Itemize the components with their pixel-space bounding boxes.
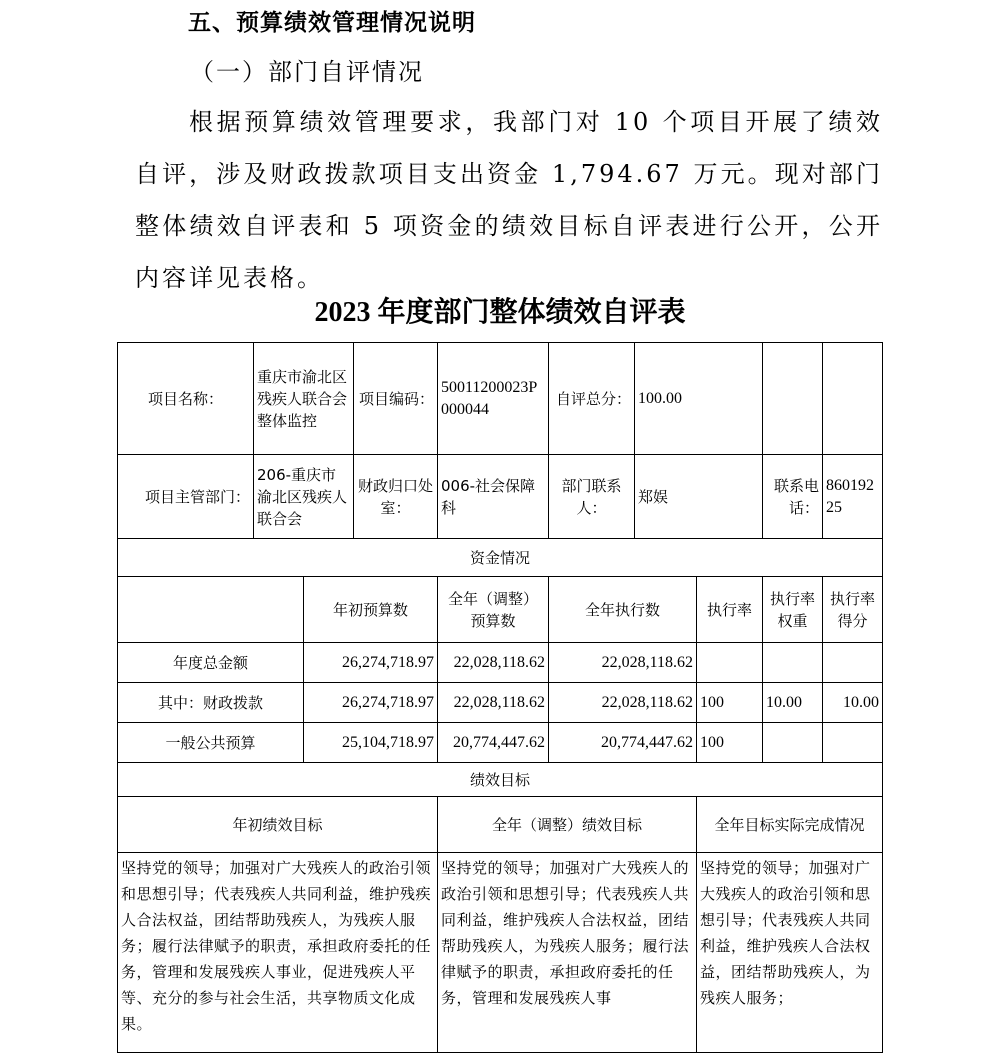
phone-value: 86019225 xyxy=(823,455,883,539)
funds-row-rate xyxy=(697,643,763,683)
funds-header-score: 执行率得分 xyxy=(823,577,883,643)
funds-row-executed: 22,028,118.62 xyxy=(549,683,697,723)
funds-row-label: 年度总金额 xyxy=(118,643,304,683)
funds-row-initial: 26,274,718.97 xyxy=(304,643,438,683)
phone-label: 联系电话： xyxy=(763,455,823,539)
subsection-heading: （一）部门自评情况 xyxy=(190,58,424,86)
goals-header-actual: 全年目标实际完成情况 xyxy=(697,797,883,853)
score-label: 自评总分： xyxy=(549,343,635,455)
section-heading: 五、预算绩效管理情况说明 xyxy=(188,10,476,36)
self-evaluation-table xyxy=(117,342,883,1053)
project-name-value: 重庆市渝北区残疾人联合会整体监控 xyxy=(254,343,354,455)
funds-row-executed: 20,774,447.62 xyxy=(549,723,697,763)
funds-row-weight xyxy=(763,643,823,683)
goals-header-adjusted: 全年（调整）绩效目标 xyxy=(438,797,697,853)
funds-row-adjusted: 22,028,118.62 xyxy=(438,643,549,683)
funds-header-weight: 执行率权重 xyxy=(763,577,823,643)
funds-row-score xyxy=(823,723,883,763)
empty-cell xyxy=(763,343,823,455)
goals-section-header: 绩效目标 xyxy=(118,763,883,797)
project-code-value: 50011200023P000044 xyxy=(438,343,549,455)
funds-row-adjusted: 22,028,118.62 xyxy=(438,683,549,723)
contact-value: 郑娱 xyxy=(635,455,763,539)
funds-row-initial: 26,274,718.97 xyxy=(304,683,438,723)
empty-cell xyxy=(823,343,883,455)
intro-paragraph: 根据预算绩效管理要求，我部门对 10 个项目开展了绩效自评，涉及财政拨款项目支出资金 1,794.67 万元。现对部门整体绩效自评表和 5 项资金的绩效目标自评表进行公开，公开内容详见表格。 xyxy=(135,108,883,292)
funds-row-score xyxy=(823,643,883,683)
actual-completion-text: 坚持党的领导；加强对广大残疾人的政治引领和思想引导；代表残疾人共同利益，维护残疾人合法权益，团结帮助残疾人，为残疾人服务； xyxy=(697,853,883,1053)
office-value: 006-社会保障科 xyxy=(438,455,549,539)
initial-goal-text: 坚持党的领导；加强对广大残疾人的政治引领和思想引导；代表残疾人共同利益，维护残疾人合法权益，团结帮助残疾人，为残疾人服务；履行法律赋予的职责，承担政府委托的任务，管理和发展残疾人事业，促进残疾人平等、充分的参与社会生活，共享物质文化成果。 xyxy=(118,853,438,1053)
funds-row-label: 一般公共预算 xyxy=(118,723,304,763)
funds-row-rate: 100 xyxy=(697,723,763,763)
dept-label: 项目主管部门： xyxy=(118,455,254,539)
funds-row-rate: 100 xyxy=(697,683,763,723)
table-row xyxy=(118,683,883,723)
score-value: 100.00 xyxy=(635,343,763,455)
funds-header-rate: 执行率 xyxy=(697,577,763,643)
funds-section-header: 资金情况 xyxy=(118,539,883,577)
table-row xyxy=(118,643,883,683)
funds-row-adjusted: 20,774,447.62 xyxy=(438,723,549,763)
funds-row-weight: 10.00 xyxy=(763,683,823,723)
funds-row-label: 其中：财政拨款 xyxy=(118,683,304,723)
funds-row-score: 10.00 xyxy=(823,683,883,723)
funds-row-initial: 25,104,718.97 xyxy=(304,723,438,763)
goals-header-initial: 年初绩效目标 xyxy=(118,797,438,853)
table-title: 2023 年度部门整体绩效自评表 xyxy=(314,297,686,328)
funds-row-weight xyxy=(763,723,823,763)
project-name-label: 项目名称： xyxy=(118,343,254,455)
funds-header-blank xyxy=(118,577,304,643)
dept-value: 206-重庆市渝北区残疾人联合会 xyxy=(254,455,354,539)
project-code-label: 项目编码： xyxy=(354,343,438,455)
contact-label: 部门联系人： xyxy=(549,455,635,539)
funds-header-executed: 全年执行数 xyxy=(549,577,697,643)
adjusted-goal-text: 坚持党的领导；加强对广大残疾人的政治引领和思想引导；代表残疾人共同利益，维护残疾人合法权益，团结帮助残疾人，为残疾人服务；履行法律赋予的职责，承担政府委托的任务，管理和发展残疾人事 xyxy=(438,853,697,1053)
funds-row-executed: 22,028,118.62 xyxy=(549,643,697,683)
table-row xyxy=(118,723,883,763)
funds-header-adjusted: 全年（调整）预算数 xyxy=(438,577,549,643)
funds-header-initial: 年初预算数 xyxy=(304,577,438,643)
office-label: 财政归口处室： xyxy=(354,455,438,539)
